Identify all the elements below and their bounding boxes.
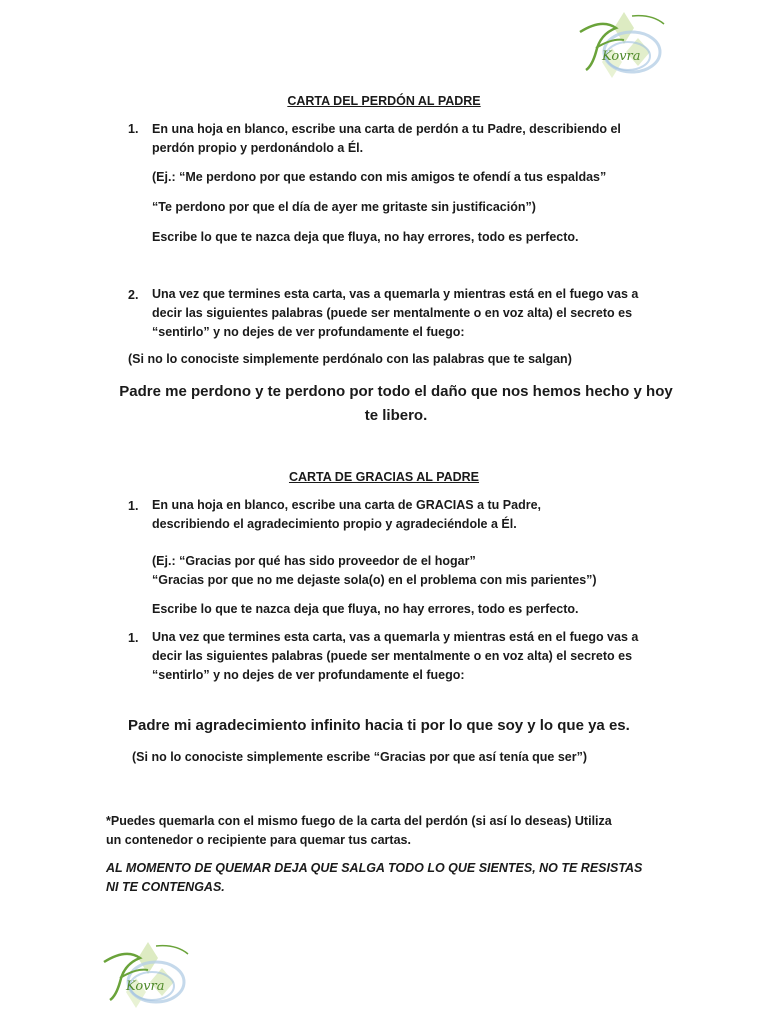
perdon-phrase: Padre me perdono y te perdono por todo el daño que nos hemos hecho y hoy te libero. <box>119 383 673 424</box>
gracias-title: CARTA DE GRACIAS AL PADRE <box>288 470 480 484</box>
svg-text:Kovra: Kovra <box>126 979 165 994</box>
kovra-logo-bottom <box>96 938 192 1018</box>
perdon-item2-number: 2. <box>128 288 139 302</box>
gracias-item2-number: 1. <box>128 631 139 645</box>
gracias-example1: (Ej.: “Gracias por qué has sido proveedor de el hogar” <box>152 554 476 568</box>
footer-note: *Puedes quemarla con el mismo fuego de la carta del perdón (si así lo deseas) Utiliza un contenedor o recipiente para quemar tus cartas. <box>106 814 612 847</box>
gracias-example2: “Gracias por que no me dejaste sola(o) en el problema con mis parientes”) <box>152 573 597 587</box>
perdon-item1-text: En una hoja en blanco, escribe una carta de perdón a tu Padre, describiendo el perdón propio y perdonándolo a Él. <box>152 122 621 155</box>
perdon-example2: “Te perdono por que el día de ayer me gritaste sin justificación”) <box>152 200 536 214</box>
perdon-item1-number: 1. <box>128 122 139 136</box>
perdon-item2-text: Una vez que termines esta carta, vas a quemarla y mientras está en el fuego vas a decir las siguientes palabras (puede ser mentalmente o en voz alta) el secreto es “sentirlo” y no dejes de ver profundamente el fuego: <box>152 287 639 339</box>
footer-warning: AL MOMENTO DE QUEMAR DEJA QUE SALGA TODO LO QUE SIENTES, NO TE RESISTAS NI TE CONTENGAS. <box>106 861 643 894</box>
perdon-title: CARTA DEL PERDÓN AL PADRE <box>287 94 481 108</box>
perdon-example1: (Ej.: “Me perdono por que estando con mis amigos te ofendí a tus espaldas” <box>152 170 607 184</box>
perdon-instruction: Escribe lo que te nazca deja que fluya, no hay errores, todo es perfecto. <box>152 230 579 244</box>
gracias-note: (Si no lo conociste simplemente escribe “Gracias por que así tenía que ser”) <box>132 750 588 764</box>
gracias-item2-text: Una vez que termines esta carta, vas a quemarla y mientras está en el fuego vas a decir las siguientes palabras (puede ser mentalmente o en voz alta) el secreto es “sentirlo” y no dejes de ver profundamente el fuego: <box>152 630 639 682</box>
gracias-item1-text: En una hoja en blanco, escribe una carta de GRACIAS a tu Padre, describiendo el agradecimiento propio y agradeciéndole a Él. <box>152 498 541 531</box>
perdon-note: (Si no lo conociste simplemente perdónalo con las palabras que te salgan) <box>128 352 572 366</box>
gracias-item1-number: 1. <box>128 499 139 513</box>
kovra-logo-top <box>572 8 668 88</box>
gracias-instruction: Escribe lo que te nazca deja que fluya, no hay errores, todo es perfecto. <box>152 602 579 616</box>
gracias-phrase: Padre mi agradecimiento infinito hacia ti por lo que soy y lo que ya es. <box>128 717 630 734</box>
svg-text:Kovra: Kovra <box>602 49 641 64</box>
